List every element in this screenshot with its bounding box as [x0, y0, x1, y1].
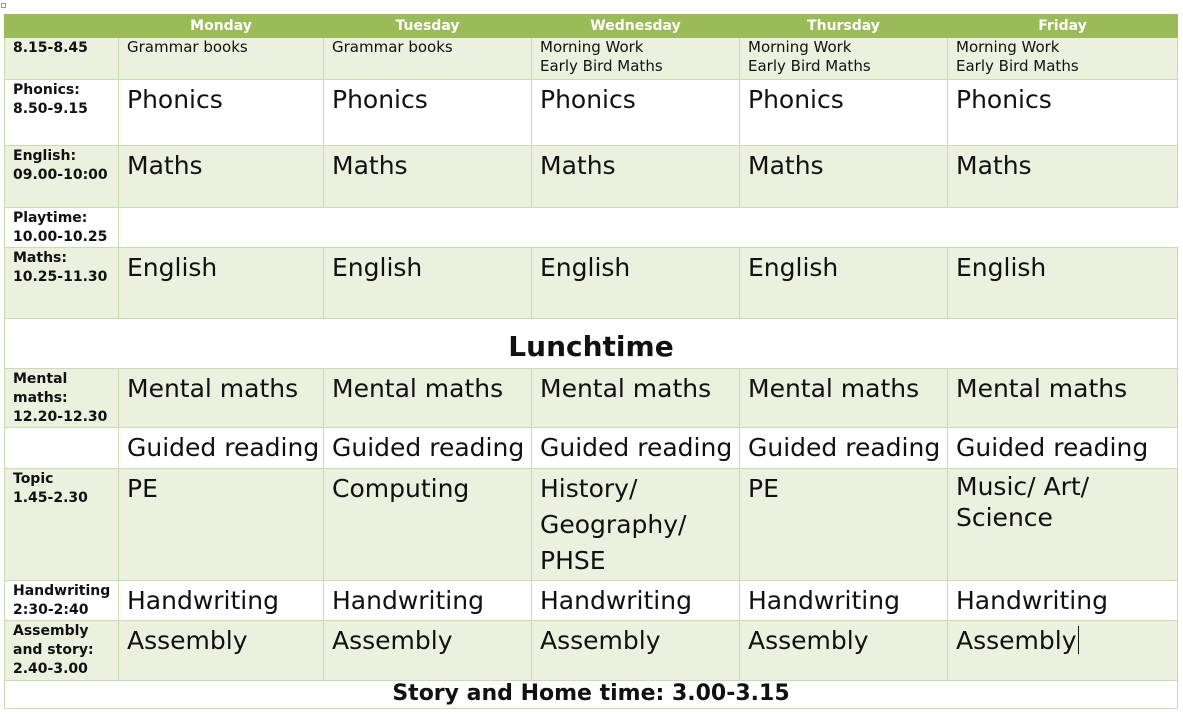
- cell-line: Geography/: [540, 510, 687, 539]
- timetable-cell[interactable]: Mental maths: [119, 369, 324, 428]
- table-row: [5, 469, 1178, 581]
- text-cursor-icon: [1078, 626, 1079, 654]
- timetable-cell[interactable]: Maths: [119, 146, 324, 208]
- timetable-cell[interactable]: Mental maths: [324, 369, 532, 428]
- timetable-cell[interactable]: Guided reading: [532, 428, 740, 469]
- timetable-cell[interactable]: Phonics: [119, 80, 324, 146]
- time-line: 1.45-2.30: [13, 490, 88, 506]
- timetable-cell[interactable]: [119, 38, 324, 80]
- timetable-cell[interactable]: Handwriting: [740, 581, 948, 621]
- time-line: 2:30-2:40: [13, 602, 89, 618]
- time-line: 10.00-10.25: [13, 229, 108, 245]
- header-day[interactable]: Friday: [948, 15, 1178, 38]
- cell-line: Assembly: [956, 626, 1077, 655]
- time-cell[interactable]: [5, 146, 119, 208]
- timetable-cell[interactable]: [948, 621, 1178, 681]
- cell-line: History/: [540, 474, 638, 503]
- table-row: [5, 38, 1178, 80]
- header-day[interactable]: Monday: [119, 15, 324, 38]
- timetable-cell[interactable]: English: [324, 248, 532, 319]
- cell-line: Computing: [332, 474, 470, 503]
- table-row: [5, 428, 1178, 469]
- time-cell[interactable]: [5, 80, 119, 146]
- timetable-cell[interactable]: Assembly: [532, 621, 740, 681]
- time-cell[interactable]: [5, 469, 119, 581]
- timetable-cell[interactable]: Phonics: [948, 80, 1178, 146]
- time-line: 10.25-11.30: [13, 269, 108, 285]
- timetable-cell[interactable]: Guided reading: [948, 428, 1178, 469]
- table-row: [5, 621, 1178, 681]
- table-row: [5, 369, 1178, 428]
- time-cell[interactable]: [5, 38, 119, 80]
- playtime-cell[interactable]: [119, 208, 1178, 248]
- lunchtime-banner[interactable]: Lunchtime: [5, 319, 1178, 369]
- time-line: and story:: [13, 642, 94, 658]
- header-day[interactable]: Thursday: [740, 15, 948, 38]
- time-line: English:: [13, 148, 77, 164]
- timetable-cell[interactable]: Phonics: [532, 80, 740, 146]
- header-corner: [5, 15, 119, 38]
- cell-line: PE: [127, 474, 158, 503]
- cell-line: Morning Work: [540, 38, 644, 56]
- cell-line: Early Bird Maths: [956, 57, 1079, 75]
- cell-line: Morning Work: [748, 38, 852, 56]
- time-line: Mental: [13, 371, 68, 387]
- time-cell[interactable]: [5, 621, 119, 681]
- cell-line: Music/ Art/: [956, 472, 1090, 501]
- timetable-cell[interactable]: [740, 469, 948, 581]
- timetable-cell[interactable]: Mental maths: [532, 369, 740, 428]
- timetable-cell[interactable]: Phonics: [324, 80, 532, 146]
- timetable-cell[interactable]: Guided reading: [740, 428, 948, 469]
- timetable-cell[interactable]: Maths: [324, 146, 532, 208]
- story-home-time-row[interactable]: Story and Home time: 3.00-3.15: [5, 681, 1178, 709]
- timetable-cell[interactable]: [948, 38, 1178, 80]
- time-cell[interactable]: [5, 208, 119, 248]
- timetable-cell[interactable]: English: [532, 248, 740, 319]
- timetable-cell[interactable]: [532, 469, 740, 581]
- timetable-cell[interactable]: Guided reading: [324, 428, 532, 469]
- table-row: [5, 581, 1178, 621]
- time-cell[interactable]: [5, 369, 119, 428]
- timetable-cell[interactable]: Mental maths: [740, 369, 948, 428]
- timetable-cell[interactable]: [948, 469, 1178, 581]
- timetable-cell[interactable]: Maths: [948, 146, 1178, 208]
- timetable-cell[interactable]: Handwriting: [119, 581, 324, 621]
- time-line: 09.00-10:00: [13, 167, 108, 183]
- header-row: [5, 15, 1178, 38]
- table-row: [5, 248, 1178, 319]
- time-line: maths:: [13, 390, 68, 406]
- cell-line: Early Bird Maths: [540, 57, 663, 75]
- table-move-handle-icon[interactable]: [0, 0, 4, 14]
- timetable-cell[interactable]: English: [948, 248, 1178, 319]
- table-row: [5, 208, 1178, 248]
- table-row: [5, 146, 1178, 208]
- timetable-cell[interactable]: Handwriting: [948, 581, 1178, 621]
- header-day[interactable]: Tuesday: [324, 15, 532, 38]
- cell-line: Grammar books: [332, 38, 453, 56]
- timetable-cell[interactable]: Guided reading: [119, 428, 324, 469]
- timetable-cell[interactable]: [740, 38, 948, 80]
- time-line: 2.40-3.00: [13, 661, 88, 677]
- table-row: [5, 681, 1178, 709]
- cell-line: Grammar books: [127, 38, 248, 56]
- timetable-table: [4, 14, 1178, 709]
- table-row: [5, 319, 1178, 369]
- timetable-cell[interactable]: English: [740, 248, 948, 319]
- time-line: 12.20-12.30: [13, 409, 108, 425]
- timetable-cell[interactable]: Handwriting: [324, 581, 532, 621]
- time-cell[interactable]: [5, 248, 119, 319]
- timetable-cell[interactable]: [324, 469, 532, 581]
- time-line: Assembly: [13, 623, 89, 639]
- timetable-cell[interactable]: English: [119, 248, 324, 319]
- timetable-cell[interactable]: Maths: [532, 146, 740, 208]
- time-cell[interactable]: [5, 581, 119, 621]
- timetable-cell[interactable]: Assembly: [324, 621, 532, 681]
- timetable-cell[interactable]: [119, 469, 324, 581]
- timetable-cell[interactable]: [532, 38, 740, 80]
- timetable-cell[interactable]: Assembly: [740, 621, 948, 681]
- timetable-cell[interactable]: Mental maths: [948, 369, 1178, 428]
- timetable-cell[interactable]: Phonics: [740, 80, 948, 146]
- cell-line: Early Bird Maths: [748, 57, 871, 75]
- time-line: Topic: [13, 471, 54, 487]
- time-line: Handwriting: [13, 583, 111, 599]
- cell-line: Morning Work: [956, 38, 1060, 56]
- header-day[interactable]: Wednesday: [532, 15, 740, 38]
- timetable-cell[interactable]: Assembly: [119, 621, 324, 681]
- timetable-cell[interactable]: Maths: [740, 146, 948, 208]
- timetable: [4, 14, 1177, 709]
- time-line: 8.15-8.45: [13, 40, 88, 56]
- time-line: Maths:: [13, 250, 67, 266]
- cell-line: Science: [956, 503, 1053, 532]
- cell-line: PE: [748, 474, 779, 503]
- timetable-cell[interactable]: [324, 38, 532, 80]
- time-line: Playtime:: [13, 210, 88, 226]
- time-line: 8.50-9.15: [13, 101, 88, 117]
- time-cell[interactable]: [5, 428, 119, 469]
- table-row: [5, 80, 1178, 146]
- cell-line: PHSE: [540, 546, 606, 575]
- timetable-cell[interactable]: Handwriting: [532, 581, 740, 621]
- time-line: Phonics:: [13, 82, 80, 98]
